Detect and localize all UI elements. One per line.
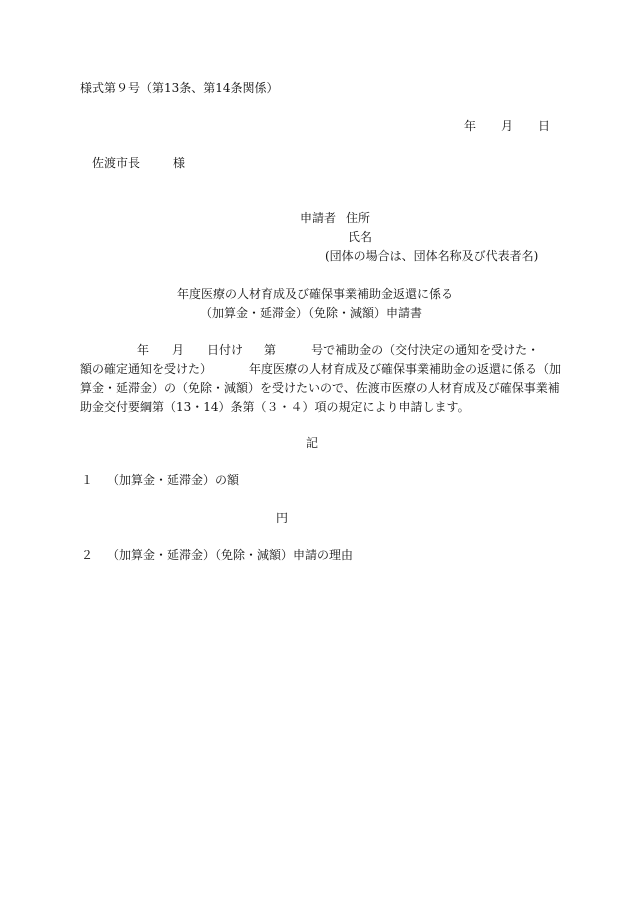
body-line-2-start: 額の確定通知を受けた）: [80, 362, 213, 376]
form-number: 様式第９号（第13条、第14条関係）: [80, 81, 279, 95]
item-1: [81, 474, 239, 486]
item-2: [81, 549, 353, 561]
date-year: 年: [464, 119, 477, 133]
date-day: 日: [538, 119, 551, 133]
item-1-number: １: [81, 473, 94, 487]
body-month: 月: [172, 343, 185, 357]
addressee-name: 佐渡市長: [92, 156, 141, 170]
addressee: [92, 157, 185, 169]
applicant-name-label: 氏名: [348, 230, 373, 244]
date-month: 月: [501, 119, 514, 133]
item-1-unit: 円: [276, 511, 289, 525]
item-2-number: ２: [81, 548, 94, 562]
ki-heading: 記: [306, 436, 319, 450]
applicant-address-label: 住所: [346, 211, 371, 225]
body-number-prefix: 第: [264, 343, 277, 357]
body-year: 年: [137, 343, 150, 357]
item-2-label: （加算金・延滞金）（免除・減額）申請の理由: [107, 548, 354, 562]
date-line: [464, 120, 550, 132]
title-line-1: 年度医療の人材育成及び確保事業補助金返還に係る: [177, 287, 454, 301]
body-line-3: 算金・延滞金）の（免除・減額）を受けたいので、佐渡市医療の人材育成及び確保事業補: [80, 381, 560, 395]
applicant-address-line: [300, 212, 370, 224]
addressee-honorific: 様: [173, 156, 186, 170]
body-line-2: [80, 363, 561, 375]
body-line-4: 助金交付要綱第（13・14）条第（３・４）項の規定により申請します。: [80, 400, 470, 414]
body-dated: 日付け: [207, 343, 244, 357]
applicant-note: (団体の場合は、団体名称及び代表者名): [325, 249, 539, 263]
body-line-2-rest: 年度医療の人材育成及び確保事業補助金の返還に係る（加: [249, 362, 562, 376]
item-1-label: （加算金・延滞金）の額: [107, 473, 240, 487]
title-line-2: （加算金・延滞金）（免除・減額）申請書: [200, 306, 423, 320]
applicant-label: 申請者: [300, 211, 337, 225]
body-line-1-rest: 号で補助金の（交付決定の通知を受けた・: [311, 343, 540, 357]
body-line-1: [137, 344, 539, 356]
